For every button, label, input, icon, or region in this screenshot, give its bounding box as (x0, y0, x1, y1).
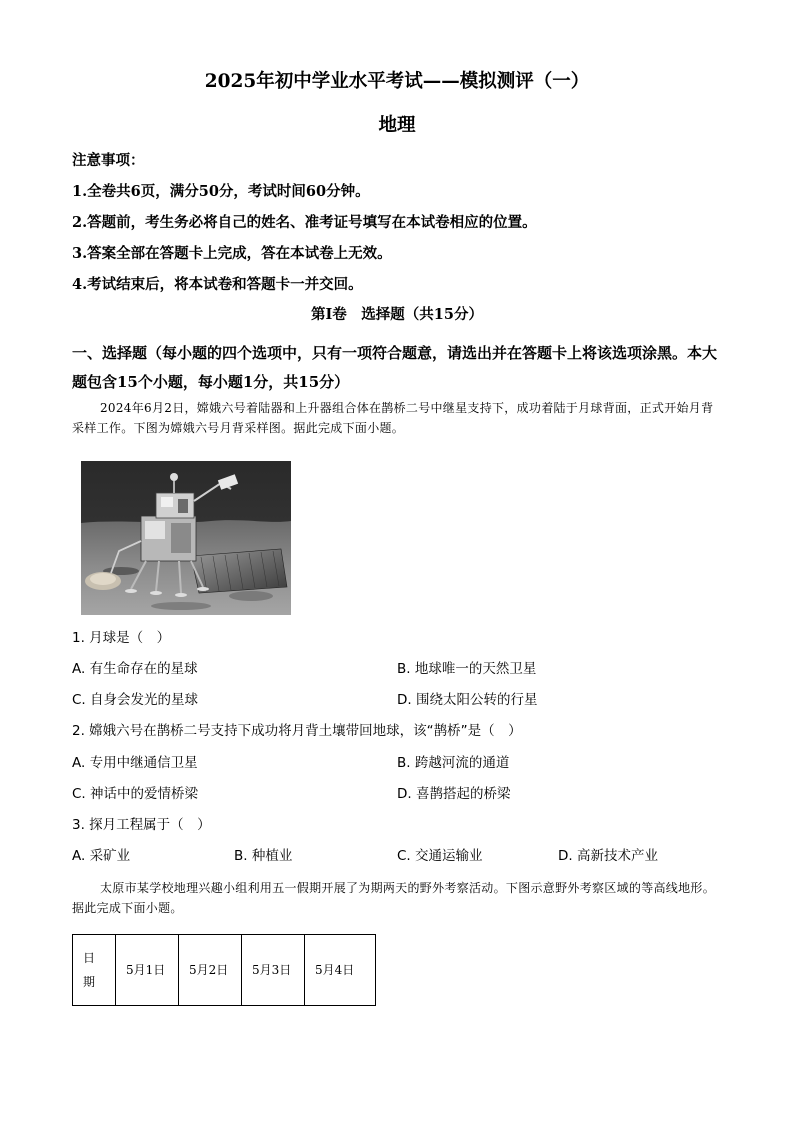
date-table (72, 934, 376, 1006)
lunar-lander-photo (81, 461, 291, 615)
table-cell-date: 5月1日 (116, 935, 179, 1006)
question-1-stem: 1. 月球是（ ） (72, 630, 171, 646)
q2-option-b: B. 跨越河流的通道 (397, 755, 510, 771)
table-cell-header: 日期 (73, 935, 116, 1006)
notes-heading: 注意事项： (72, 152, 145, 169)
q2-option-a: A. 专用中继通信卫星 (72, 755, 198, 771)
table-cell-date: 5月2日 (179, 935, 242, 1006)
table-row (73, 935, 376, 1006)
passage-1: 2024年6月2日，嫦娥六号着陆器和上升器组合体在鹊桥二号中继星支持下，成功着陆于月球背面，正式开始月背采样工作。下图为嫦娥六号月背采样图。据此完成下面小题。 (72, 401, 714, 435)
note-item-4: 4.考试结束后，将本试卷和答题卡一并交回。 (72, 276, 363, 293)
q3-option-b: B. 种植业 (234, 848, 293, 864)
subject-title: 地理 (378, 115, 416, 136)
q3-option-d: D. 高新技术产业 (558, 848, 658, 864)
q2-option-d: D. 喜鹊搭起的桥梁 (397, 786, 511, 802)
question-3-stem: 3. 探月工程属于（ ） (72, 817, 211, 833)
note-item-3: 3.答案全部在答题卡上完成，答在本试卷上无效。 (72, 245, 392, 262)
part1-instructions: 一、选择题（每小题的四个选项中，只有一项符合题意，请选出并在答题卡上将该选项涂黑。本大题包含15个小题，每小题1分，共15分） (72, 344, 718, 391)
q3-option-c: C. 交通运输业 (397, 848, 483, 864)
passage-2: 太原市某学校地理兴趣小组利用五一假期开展了为期两天的野外考察活动。下图示意野外考察区域的等高线地形。据此完成下面小题。 (72, 881, 716, 915)
q1-option-a: A. 有生命存在的星球 (72, 661, 198, 677)
note-item-1: 1.全卷共6页，满分50分，考试时间60分钟。 (72, 183, 370, 200)
table-cell-date: 5月4日 (305, 935, 376, 1006)
q1-option-b: B. 地球唯一的天然卫星 (397, 661, 537, 677)
note-item-2: 2.答题前，考生务必将自己的姓名、准考证号填写在本试卷相应的位置。 (72, 214, 537, 231)
exam-title: 2025年初中学业水平考试——模拟测评（一） (204, 71, 590, 92)
q1-option-d: D. 围绕太阳公转的行星 (397, 692, 538, 708)
question-2-stem: 2. 嫦娥六号在鹊桥二号支持下成功将月背土壤带回地球，该“鹊桥”是（ ） (72, 723, 522, 739)
table-cell-date: 5月3日 (242, 935, 305, 1006)
q3-option-a: A. 采矿业 (72, 848, 131, 864)
q2-option-c: C. 神话中的爱情桥梁 (72, 786, 199, 802)
section-title: 第Ⅰ卷 选择题（共15分） (311, 306, 483, 323)
q1-option-c: C. 自身会发光的星球 (72, 692, 199, 708)
